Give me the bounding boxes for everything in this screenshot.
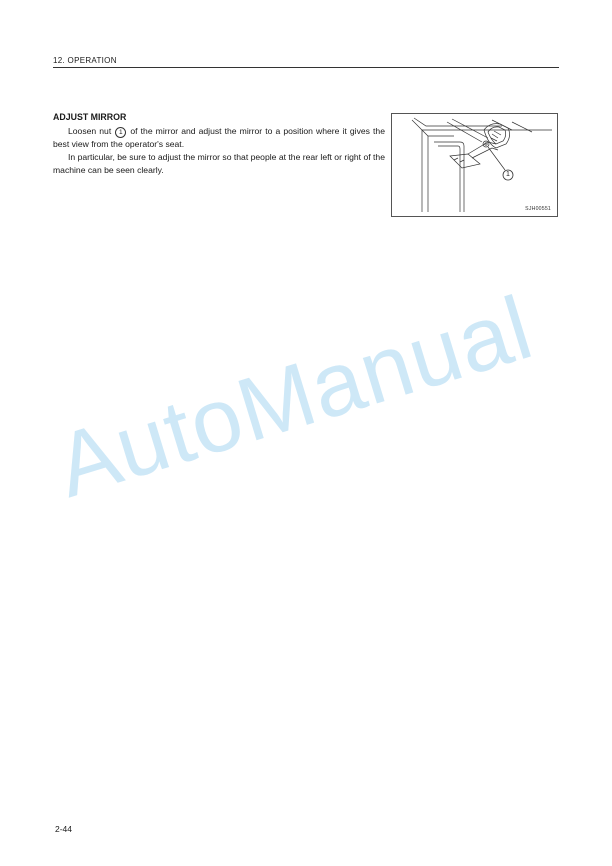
mirror-hatch bbox=[491, 131, 501, 141]
adjust-mirror-section bbox=[53, 111, 385, 177]
callout-number-figure: 1 bbox=[506, 171, 510, 178]
window-frame-inner bbox=[438, 146, 460, 212]
callout-number-inline: 1 bbox=[115, 127, 126, 138]
paragraph-loosen-nut bbox=[53, 125, 385, 151]
cab-corner bbox=[422, 130, 454, 136]
header-rule bbox=[53, 67, 559, 68]
mirror-nut bbox=[483, 141, 489, 147]
paragraph1-text-start: Loosen nut bbox=[68, 126, 115, 136]
figure-id: SJH00551 bbox=[525, 206, 551, 212]
watermark-text: AutoManual bbox=[45, 277, 544, 517]
roof-diagonal-4 bbox=[512, 122, 532, 132]
paragraph-caution: In particular, be sure to adjust the mirror so that people at the rear left or right of the machine can be seen clearly. bbox=[53, 152, 385, 175]
mirror-drawing bbox=[392, 114, 559, 218]
page-number: 2-44 bbox=[55, 824, 73, 834]
section-title: ADJUST MIRROR bbox=[53, 112, 127, 122]
mirror-glass bbox=[488, 127, 506, 144]
paragraph1-text-end: of the mirror and adjust the mirror to a position where it gives the best view from the operator's seat. bbox=[53, 126, 385, 149]
window-frame bbox=[434, 142, 464, 212]
cab-roof-edge bbox=[412, 120, 552, 130]
mirror-illustration bbox=[391, 113, 558, 217]
callout-leader-line bbox=[488, 147, 505, 170]
page-header-section: 12. OPERATION bbox=[53, 56, 117, 65]
